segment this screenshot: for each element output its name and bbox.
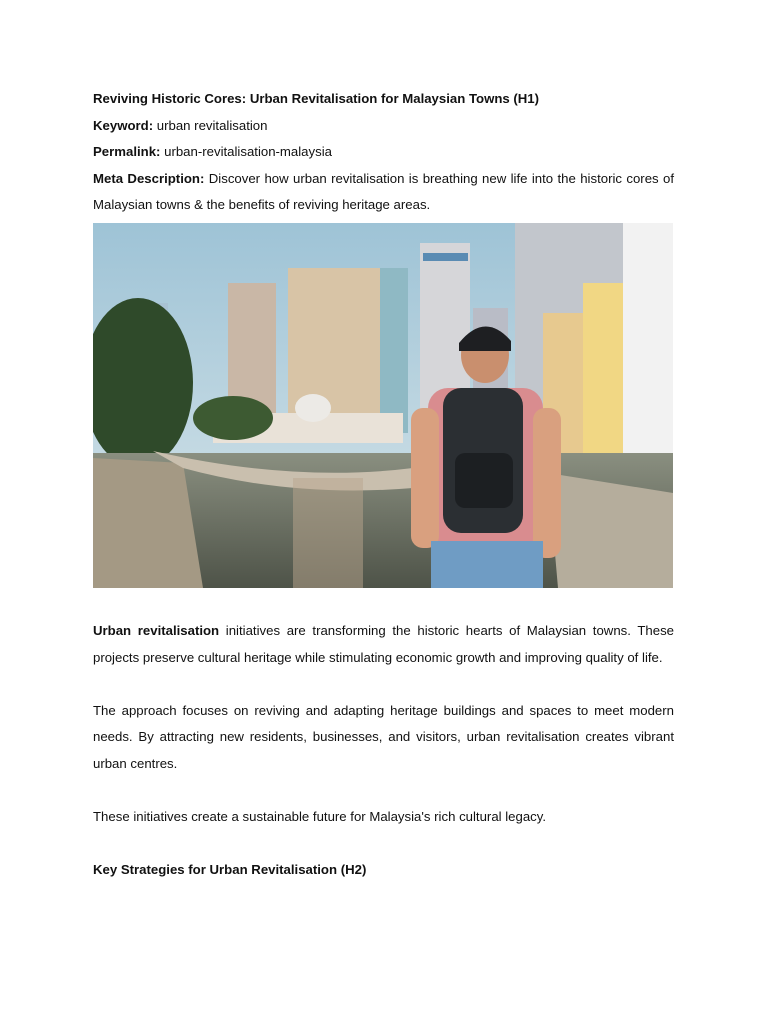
document-title: Reviving Historic Cores: Urban Revitalisation for Malaysian Towns (H1) (93, 91, 540, 106)
paragraph-3: These initiatives create a sustainable future for Malaysia's rich cultural legacy. (93, 809, 547, 825)
permalink-label: Permalink (93, 144, 157, 160)
paragraph-1: Urban revitalisation initiatives are transforming the historic hearts of Malaysian towns. These projects preserve cultural heritage while stimulating economic growth and improving quality of life. (93, 622, 674, 665)
keyword-value: urban revitalisation (156, 117, 268, 133)
paragraph-1-bold: Urban revitalisation (93, 622, 220, 638)
permalink-value: urban-revitalisation-malaysia (164, 144, 332, 160)
paragraph-2: The approach focuses on reviving and adapting heritage buildings and spaces to meet modern needs. By attracting new residents, businesses, and visitors, urban revitalisation creates vibrant urban centres. (93, 702, 674, 771)
meta-description: Meta Description: Discover how urban revitalisation is breathing new life into the historic cores of Malaysian towns & the benefits of reviving heritage areas. (93, 170, 674, 213)
keyword-line: Keyword: urban revitalisation (93, 117, 268, 133)
permalink-line: Permalink: urban-revitalisation-malaysia (93, 144, 332, 160)
keyword-label: Keyword (93, 117, 149, 133)
meta-value: Discover how urban revitalisation is breathing new life into the historic cores of Malaysian towns & the benefits of reviving heritage areas. (93, 170, 674, 213)
document-page (93, 86, 674, 884)
meta-label: Meta Description (93, 170, 200, 186)
section-heading-h2: Key Strategies for Urban Revitalisation (H2) (93, 862, 367, 878)
city-river-photo (93, 223, 673, 588)
